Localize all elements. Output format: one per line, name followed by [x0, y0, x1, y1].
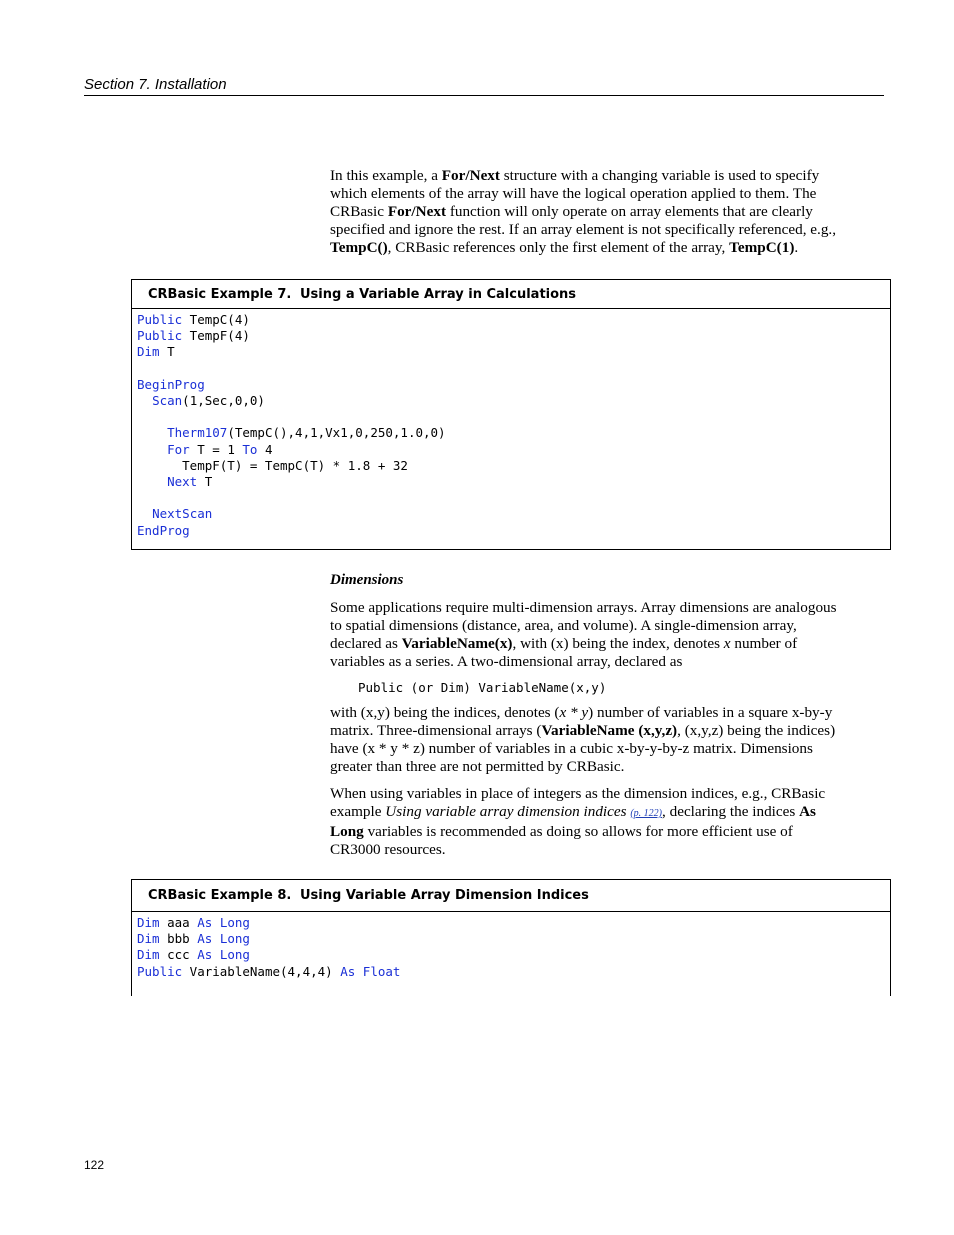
code-line	[137, 947, 890, 963]
code-text	[137, 393, 152, 408]
section-header: Section 7. Installation	[84, 76, 884, 96]
dimensions-paragraph-1: Some applications require multi-dimension arrays. Array dimensions are analogous to spatial dimensions (distance, area, and volume). A single-dimension array, declared as VariableName(x), with (x) being the index, denotes x number of variables as a series. A two-dimensional array, declared as	[330, 599, 837, 670]
example-number: CRBasic Example 7.	[148, 286, 292, 302]
code-line	[137, 523, 890, 539]
code-example-7	[131, 279, 891, 550]
code-keyword: Long	[219, 931, 250, 947]
code-text: TempC(4)	[182, 312, 250, 327]
example-number: CRBasic Example 8.	[148, 888, 292, 903]
code-text	[355, 964, 363, 979]
code-text	[137, 425, 167, 440]
code-keyword: To	[242, 441, 258, 457]
code-text	[137, 442, 167, 457]
code-line	[137, 377, 890, 393]
dimensions-paragraph-2: with (x,y) being the indices, denotes (x * y) number of variables in a square x-by-y matrix. Three-dimensional arrays (VariableName (x,y,z), (x,y,z) being the indices) have (x * y * z) number of variables in a cubic x-by-y-by-z matrix. Dimensions greater than three are not permitted by CRBasic.	[330, 704, 836, 775]
code-text	[137, 474, 167, 489]
code-line	[137, 458, 890, 474]
code-line	[137, 425, 890, 441]
code-line	[137, 393, 890, 409]
intro-paragraph: In this example, a For/Next structure with a changing variable is used to specify which elements of the array will have the logical operation applied to them. The CRBasic For/Next function will only operate on array elements that are clearly specified and ignore the rest. If an array element is not specifically referenced, e.g., TempC(), CRBasic references only the first element of the array, TempC(1).	[330, 167, 837, 256]
code-text: VariableName(4,4,4)	[182, 963, 341, 979]
code-text: T = 1	[189, 441, 243, 457]
code-line	[137, 361, 890, 377]
code-keyword: Long	[219, 947, 250, 963]
code-text: T	[197, 474, 213, 490]
code-keyword: Dim	[137, 947, 160, 963]
code-keyword: Scan	[152, 393, 183, 409]
code-text: aaa	[159, 915, 198, 930]
code-keyword: Dim	[137, 915, 160, 930]
code-text: bbb	[159, 931, 198, 947]
code-line	[137, 931, 890, 947]
code-keyword: Public	[137, 328, 183, 344]
code-text: TempF(T) = TempC(T) * 1.8 + 32	[137, 457, 408, 473]
code-line	[137, 344, 890, 360]
code-line	[137, 442, 890, 458]
code-text: ccc	[159, 947, 198, 963]
page-reference-link[interactable]: (p. 122)	[630, 808, 663, 819]
page-number: 122	[84, 1158, 105, 1172]
code-line	[137, 312, 890, 328]
code-keyword: BeginProg	[137, 376, 205, 392]
code-text: T	[159, 344, 175, 360]
code-line	[137, 474, 890, 490]
example-title: Using a Variable Array in Calculations	[300, 286, 577, 302]
code-text: 4	[257, 441, 273, 457]
code-line	[137, 506, 890, 522]
inline-code-sample: Public (or Dim) VariableName(x,y)	[358, 680, 607, 695]
code-keyword: Therm107	[167, 425, 228, 441]
code-line	[137, 409, 890, 425]
code-text	[212, 915, 220, 930]
code-text: TempF(4)	[182, 328, 250, 344]
dimensions-paragraph-3: When using variables in place of integers as the dimension indices, e.g., CRBasic example Using variable array dimension indices (p. 122), declaring the indices As Long variables is recommended as doing so allows for more efficient use of CR3000 resources.	[330, 785, 826, 858]
code-keyword: EndProg	[137, 522, 190, 538]
code-keyword: Long	[219, 915, 250, 930]
code-keyword: Public	[137, 312, 183, 327]
code-keyword: As	[340, 963, 356, 979]
code-keyword: As	[197, 931, 213, 947]
code-line	[137, 490, 890, 506]
example-title-bar	[132, 880, 890, 912]
code-keyword: Public	[137, 963, 183, 979]
code-keyword: Float	[362, 963, 401, 979]
code-line	[137, 964, 890, 980]
code-keyword: As	[197, 947, 213, 963]
code-keyword: As	[197, 915, 213, 930]
code-keyword: For	[167, 441, 190, 457]
code-listing	[132, 309, 890, 543]
code-text	[212, 947, 220, 962]
code-text: (TempC(),4,1,Vx1,0,250,1.0,0)	[227, 425, 446, 441]
code-keyword: Dim	[137, 931, 160, 947]
code-text	[137, 506, 152, 521]
code-text	[212, 931, 220, 946]
code-example-8	[131, 879, 891, 996]
code-text: (1,Sec,0,0)	[182, 393, 265, 409]
code-keyword: Dim	[137, 344, 160, 360]
code-line	[137, 915, 890, 931]
code-line	[137, 328, 890, 344]
code-keyword: NextScan	[152, 506, 213, 522]
example-title-bar	[132, 280, 890, 309]
subsection-heading: Dimensions	[330, 572, 404, 588]
example-title: Using Variable Array Dimension Indices	[300, 888, 589, 903]
code-keyword: Next	[167, 474, 198, 490]
code-listing	[132, 912, 890, 984]
